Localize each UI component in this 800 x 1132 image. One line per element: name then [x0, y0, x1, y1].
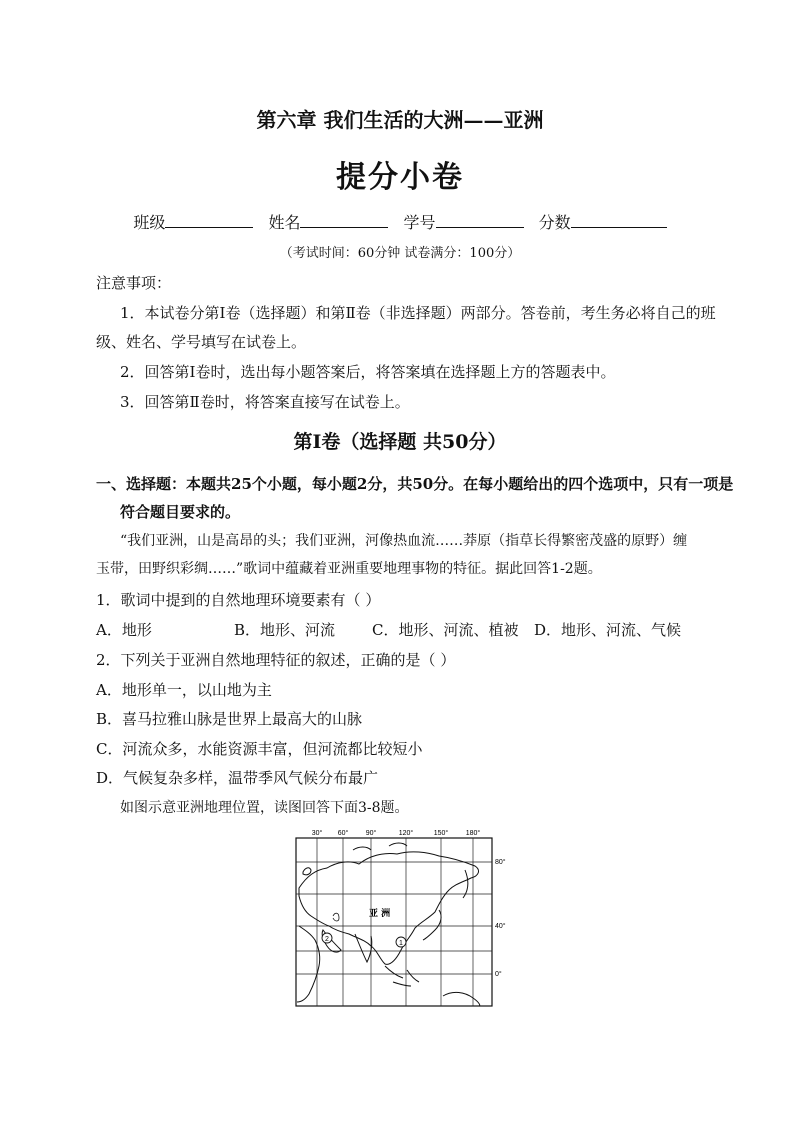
- british-isles: [303, 868, 311, 875]
- longitude-label: 30°: [311, 830, 323, 837]
- name-blank: [300, 211, 388, 228]
- southeast-asia-islands: [385, 966, 419, 986]
- question-1-option-d: D．地形、河流、气候: [534, 621, 682, 639]
- map-intro: 如图示意亚洲地理位置，读图回答下面3-8题。: [120, 800, 409, 816]
- marker-2-label: 2: [325, 936, 329, 943]
- latitude-label: 80°: [495, 859, 506, 866]
- australia-coastline: [443, 992, 480, 1006]
- section-instruction-cont: 符合题目要求的。: [120, 503, 241, 521]
- longitude-label: 60°: [337, 830, 349, 837]
- longitude-label: 90°: [365, 830, 377, 837]
- name-label: 姓名: [268, 213, 301, 232]
- class-label: 班级: [133, 213, 166, 232]
- arctic-islands: [353, 843, 407, 850]
- question-1-option-b: B．地形、河流: [234, 621, 336, 639]
- question-2-stem: 2．下列关于亚洲自然地理特征的叙述，正确的是（ ）: [96, 651, 456, 669]
- question-1-stem: 1．歌词中提到的自然地理环境要素有（ ）: [96, 591, 381, 609]
- exam-info: （考试时间：60分钟 试卷满分：100分）: [279, 246, 521, 261]
- asia-location-map: [293, 826, 506, 1010]
- longitude-label: 150°: [433, 830, 449, 837]
- map-grid: [296, 838, 492, 1006]
- longitude-label: 180°: [465, 830, 481, 837]
- student-id-label: 学号: [403, 213, 436, 232]
- marker-1-label: 1: [399, 940, 403, 947]
- section-title: 第Ⅰ卷（选择题 共50分）: [293, 431, 507, 453]
- question-2-option-b: B．喜马拉雅山脉是世界上最高大的山脉: [96, 710, 363, 728]
- question-1-option-a: A．地形: [96, 621, 152, 639]
- notice-item-3: 3．回答第Ⅱ卷时，将答案直接写在试卷上。: [120, 393, 410, 411]
- question-2-option-c: C．河流众多，水能资源丰富，但河流都比较短小: [96, 740, 423, 758]
- passage-line-1: “我们亚洲，山是高昂的头；我们亚洲，河像热血流……莽原（指草长得繁密茂盛的原野）缠: [120, 533, 688, 549]
- question-1-option-c: C．地形、河流、植被: [372, 621, 519, 639]
- map-frame: [296, 838, 492, 1006]
- notice-item-2: 2．回答第Ⅰ卷时，选出每小题答案后，将答案填在选择题上方的答题表中。: [120, 363, 616, 381]
- student-info-line: [0, 210, 800, 233]
- latitude-label: 40°: [495, 923, 506, 930]
- africa-coastline: [297, 926, 320, 1002]
- paper-title: 提分小卷: [336, 160, 464, 195]
- class-blank: [165, 211, 253, 228]
- student-id-blank: [436, 211, 524, 228]
- notice-item-1-cont: 级、姓名、学号填写在试卷上。: [96, 333, 307, 351]
- question-2-option-a: A．地形单一，以山地为主: [96, 681, 272, 699]
- notice-heading: 注意事项：: [96, 274, 172, 292]
- latitude-label: 0°: [495, 971, 502, 978]
- notice-item-1: 1．本试卷分第Ⅰ卷（选择题）和第Ⅱ卷（非选择题）两部分。答卷前，考生务必将自己的班: [120, 304, 716, 322]
- caspian-sea: [333, 913, 339, 921]
- section-instruction: 一、选择题：本题共25个小题，每小题2分，共50分。在每小题给出的四个选项中，只有一项是: [96, 475, 734, 493]
- score-label: 分数: [538, 213, 571, 232]
- longitude-label: 120°: [398, 830, 414, 837]
- continent-label: 亚 洲: [369, 909, 391, 919]
- score-blank: [571, 211, 667, 228]
- question-2-option-d: D．气候复杂多样，温带季风气候分布最广: [96, 769, 379, 787]
- chapter-title: 第六章 我们生活的大洲——亚洲: [256, 108, 544, 132]
- passage-line-2: 玉带，田野织彩绸……”歌词中蕴藏着亚洲重要地理事物的特征。据此回答1-2题。: [96, 561, 602, 577]
